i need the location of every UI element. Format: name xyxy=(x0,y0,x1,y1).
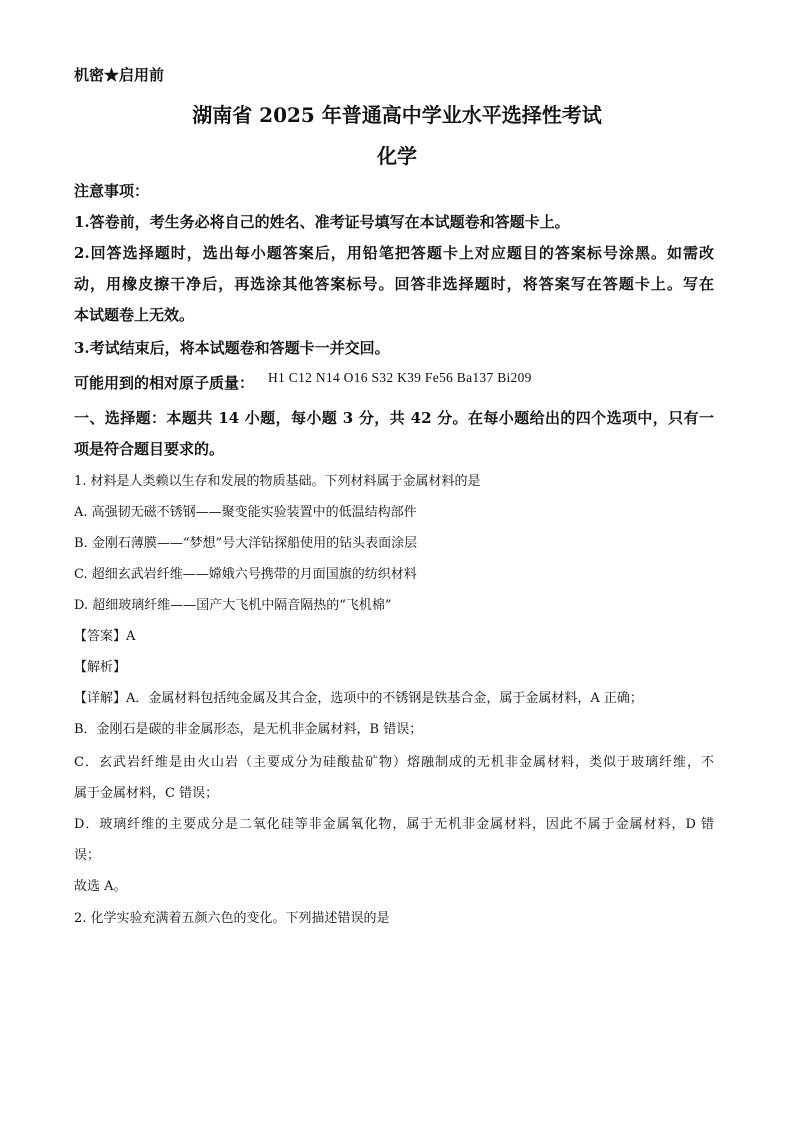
detail-line: 误； xyxy=(74,848,101,863)
question-1-option-d: D. 超细玻璃纤维——国产大飞机中隔音隔热的“飞机棉” xyxy=(74,598,392,613)
detail-line: B．金刚石是碳的非金属形态，是无机非金属材料，B 错误； xyxy=(74,722,423,737)
analysis-label: 【解析】 xyxy=(74,660,127,675)
detail-line: 故选 A。 xyxy=(74,879,127,894)
subject-title: 化学 xyxy=(377,144,417,168)
question-2-stem: 2. 化学实验充满着五颜六色的变化。下列描述错误的是 xyxy=(74,911,390,926)
atomic-mass-label: 可能用到的相对原子质量： xyxy=(74,374,255,392)
question-1-option-c: C. 超细玄武岩纤维——嫦娥六号携带的月面国旗的纺织材料 xyxy=(74,567,417,582)
question-1-option-a: A. 高强韧无磁不锈钢——聚变能实验装置中的低温结构部件 xyxy=(74,505,417,520)
exam-title: 湖南省 2025 年普通高中学业水平选择性考试 xyxy=(192,103,602,127)
detail-line: 【详解】A．金属材料包括纯金属及其合金，选项中的不锈钢是铁基合金，属于金属材料，A 正确； xyxy=(74,691,643,706)
note-item: 动，用橡皮擦干净后，再选涂其他答案标号。回答非选择题时，将答案写在答题卡上。写在 xyxy=(74,275,714,293)
detail-line: 属于金属材料，C 错误； xyxy=(74,786,219,801)
answer-label: 【答案】A xyxy=(74,629,136,644)
atomic-mass-values: H1 C12 N14 O16 S32 K39 Fe56 Ba137 Bi209 xyxy=(268,370,532,385)
note-item: 1.答卷前，考生务必将自己的姓名、准考证号填写在本试题卷和答题卡上。 xyxy=(74,213,570,231)
section-heading: 一、选择题：本题共 14 小题，每小题 3 分，共 42 分。在每小题给出的四个选项中，只有一 xyxy=(74,409,714,427)
note-item: 本试题卷上无效。 xyxy=(74,306,195,324)
detail-line: D．玻璃纤维的主要成分是二氧化硅等非金属氧化物，属于无机非金属材料，因此不属于金属材料，D 错 xyxy=(74,817,714,832)
detail-line: C．玄武岩纤维是由火山岩（主要成分为硅酸盐矿物）熔融制成的无机非金属材料，类似于玻璃纤维，不 xyxy=(74,755,714,770)
notes-heading: 注意事项： xyxy=(74,182,150,200)
note-item: 2.回答选择题时，选出每小题答案后，用铅笔把答题卡上对应题目的答案标号涂黑。如需改 xyxy=(74,244,714,262)
question-1-stem: 1. 材料是人类赖以生存和发展的物质基础。下列材料属于金属材料的是 xyxy=(74,474,481,489)
confidential-mark: 机密★启用前 xyxy=(74,66,165,84)
note-item: 3.考试结束后，将本试题卷和答题卡一并交回。 xyxy=(74,339,390,357)
section-heading-cont: 项是符合题目要求的。 xyxy=(74,440,225,458)
question-1-option-b: B. 金刚石薄膜——“梦想”号大洋钻探船使用的钻头表面涂层 xyxy=(74,536,418,551)
